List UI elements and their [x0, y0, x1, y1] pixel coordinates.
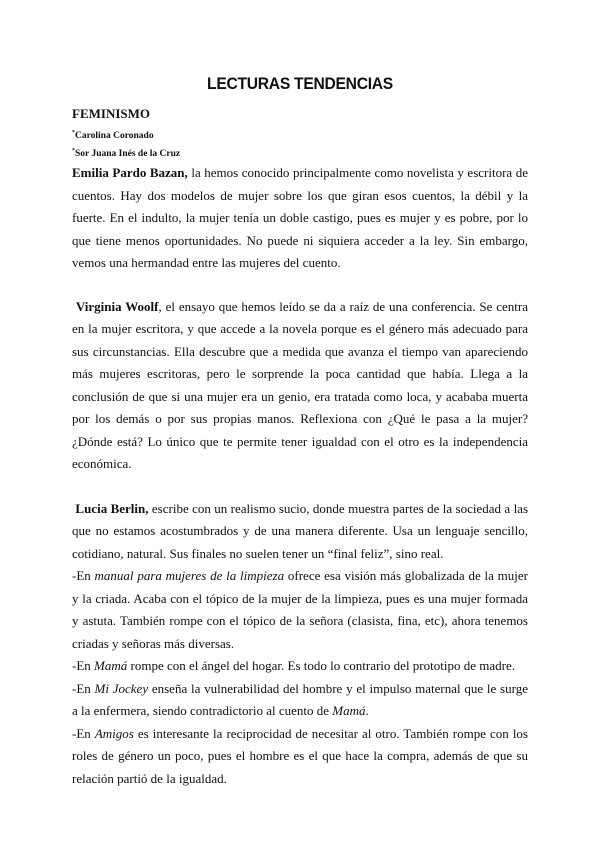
- paragraph-text: la hemos conocido principalmente como novelista y escritora de cuentos. Hay dos modelos de mujer sobre los que giran esos cuentos, la débil y la fuerte. En el indulto, la mujer tenía un doble castigo, pues es mujer y es pobre, por lo que tiene menos oportunidades. No puede ni siquiera acceder a la ley. Sin embargo, vemos una hermandad entre las mujeres del cuento.: [72, 165, 528, 271]
- author-name: Emilia Pardo Bazan,: [72, 165, 188, 181]
- author-name: Lucia Berlin,: [75, 500, 149, 516]
- list-item: -En Amigos es interesante la reciprocidad de necesitar al otro. También rompe con los roles de género un poco, pues el hombre es el que hace la compra, además de que su relación partió de la igualdad.: [72, 725, 528, 786]
- list-item: -En Mi Jockey enseña la vulnerabilidad del hombre y el impulso maternal que le surge a la enfermera, siendo contradictorio al cuento de Mamá.: [72, 680, 528, 719]
- note-marker: *: [72, 130, 75, 136]
- paragraph-woolf: [72, 296, 528, 476]
- list-item: -En Mamá rompe con el ángel del hogar. Es todo lo contrario del prototipo de madre.: [72, 658, 515, 674]
- paragraph-text: , el ensayo que hemos leído se da a raíz de una conferencia. Se centra en la mujer escritora, y que accede a la novela porque es el género más adecuado para sus circunstancias. Ella descubre que a medida que avanza el tiempo van apareciendo más mujeres escritoras, pero le sorprende la poca cantidad que había. Llega a la conclusión de que si una mujer era un genio, era tratada como loca, y acababa muerta por los demás o por sus propias manos. Reflexiona con ¿Qué le pasa a la mujer?¿Dónde está? Lo único que te permite tener igualdad con el otro es la independencia económica.: [72, 298, 529, 472]
- paragraph-text: escribe con un realismo sucio, donde muestra partes de la sociedad a las que no estamos acostumbrados y de una manera diferente. Usa un lenguaje sencillo, cotidiano, natural. Sus finales no suelen tener un “final feliz”, sino real.: [72, 500, 529, 561]
- note-text: Carolina Coronado: [75, 131, 154, 142]
- paragraph-berlin: [72, 498, 528, 566]
- section-heading: FEMINISMO: [72, 106, 150, 121]
- work-title: Amigos: [94, 725, 134, 741]
- list-item: -En manual para mujeres de la limpieza ofrece esa visión más globalizada de la mujer y la criada. Acaba con el tópico de la mujer de la limpieza, pues es una mujer formada y astuta. También rompe con el tópico de la señora (clasista, fina, etc), ahora tenemos criadas y señoras más diversas.: [72, 568, 528, 651]
- author-note: [72, 144, 528, 162]
- spacer: [72, 275, 528, 296]
- note-text: Sor Juana Inés de la Cruz: [75, 149, 181, 160]
- author-note: [72, 126, 528, 144]
- author-name: Virginia Woolf: [75, 298, 159, 314]
- work-title: manual para mujeres de la limpieza: [94, 568, 285, 584]
- work-title: Mi Jockey: [94, 680, 149, 696]
- page-title: LECTURAS TENDENCIAS: [207, 74, 393, 93]
- work-title: Mamá: [332, 703, 366, 719]
- work-title: Mamá: [94, 658, 128, 674]
- note-marker: *: [72, 148, 75, 155]
- paragraph-pardo-bazan: [72, 162, 528, 275]
- document-page: [72, 74, 528, 790]
- spacer: [72, 476, 528, 498]
